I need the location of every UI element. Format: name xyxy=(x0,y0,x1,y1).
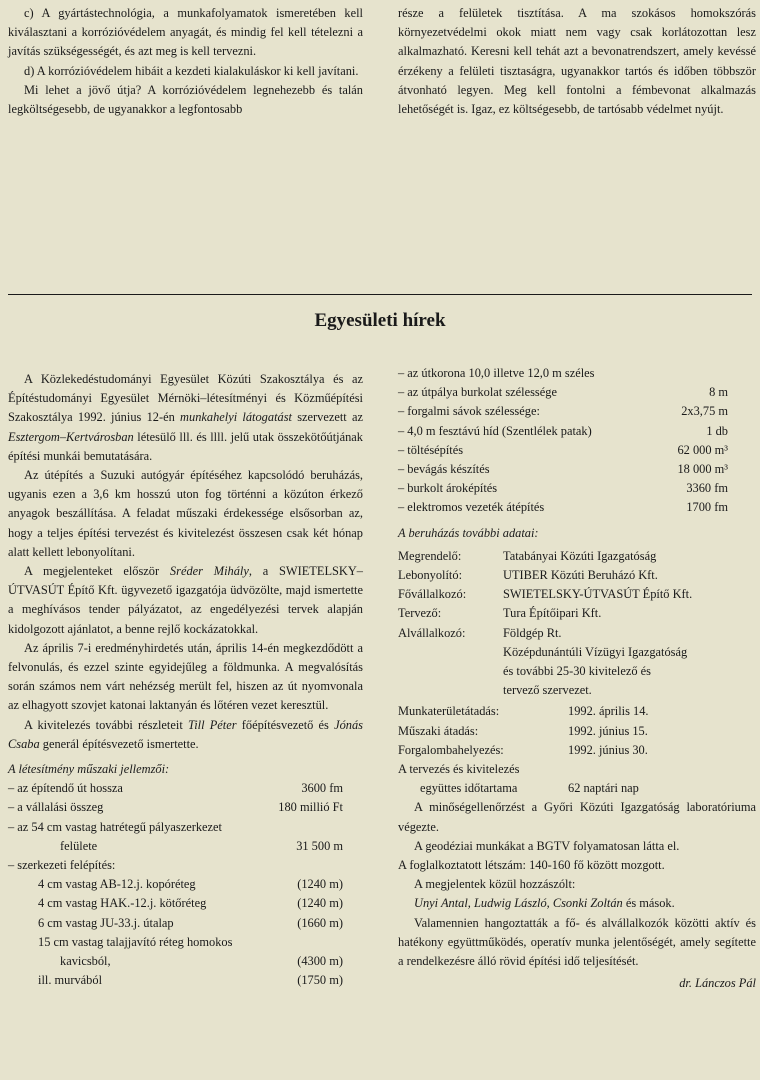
text-run: szervezett az xyxy=(291,410,363,425)
info-row xyxy=(398,624,756,643)
paragraph xyxy=(8,562,363,639)
spec-label: 6 cm vastag JU-33.j. útalap xyxy=(38,915,174,930)
spec-label: ill. murvából xyxy=(38,973,103,988)
spec-label: – az építendő út hossza xyxy=(8,781,123,796)
top-left-column xyxy=(8,4,363,119)
spec-row xyxy=(8,933,363,952)
spec-value: (1240 m) xyxy=(297,877,343,892)
spec-row xyxy=(8,818,363,837)
spec-row xyxy=(8,837,363,856)
spec-value: 3600 fm xyxy=(301,781,343,796)
article-right-column xyxy=(398,364,756,994)
spec-label: – 4,0 m fesztávú híd (Szentlélek patak) xyxy=(398,423,592,438)
paragraph: Mi lehet a jövő útja? A korrózióvédelem legnehezebb és talán legköltségesebb, de ugyanakkor a legfontosabb xyxy=(8,82,363,117)
spec-label: – a vállalási összeg xyxy=(8,800,104,815)
info-label xyxy=(398,643,503,662)
spec-row xyxy=(8,914,363,933)
spec-value: 62 000 m³ xyxy=(677,442,728,457)
text-run: A megjelenteket először xyxy=(24,564,170,579)
paragraph: A geodéziai munkákat a BGTV folyamatosan látta el. xyxy=(414,838,680,853)
spec-value: 8 m xyxy=(709,385,728,400)
spec-row xyxy=(398,479,756,498)
spec-row xyxy=(8,971,363,990)
info-value: UTIBER Közúti Beruházó Kft. xyxy=(503,568,658,583)
spec-row xyxy=(398,441,756,460)
info-value: 1992. június 15. xyxy=(568,723,648,738)
spec-row xyxy=(8,856,363,875)
info-row xyxy=(398,662,756,681)
info-label: Munkaterületátadás: xyxy=(398,704,500,719)
spec-label: 4 cm vastag AB-12.j. kopóréteg xyxy=(38,877,196,892)
spec-row xyxy=(398,460,756,479)
spec-value xyxy=(343,933,363,952)
spec-label: 4 cm vastag HAK.-12.j. kötőréteg xyxy=(38,896,207,911)
spec-value: 180 millió Ft xyxy=(278,800,343,815)
emphasis: Till Péter xyxy=(187,717,237,732)
spec-label: – szerkezeti felépítés: xyxy=(8,858,116,873)
info-value: és további 25-30 kivitelező és xyxy=(503,664,651,679)
info-label: Megrendelő: xyxy=(398,548,462,563)
spec-value: (1240 m) xyxy=(297,896,343,911)
spec-label: 15 cm vastag talajjavító réteg homokos xyxy=(38,934,233,949)
spec-row xyxy=(8,894,363,913)
spec-row xyxy=(8,798,363,817)
paragraph xyxy=(398,894,756,913)
spec-label: – az útkorona 10,0 illetve 12,0 m széles xyxy=(398,366,595,380)
paragraph: A minőségellenőrzést a Győri Közúti Igazgatóság laboratóriuma végezte. xyxy=(398,800,756,834)
paragraph: Az útépítés a Suzuki autógyár építéséhez kapcsolódó beruházás, ugyanis ezen a 3,6 km hosszú uton fog történni a közúton érkező anyagok beszállítása. A feladat műszaki érdekessége elsősorban az, hogy a teljes építési tervezést és kivitelezést összesen csak két hónap alatt kellett lebonyolítani. xyxy=(8,468,363,559)
spec-row xyxy=(398,364,756,383)
duration-label: együttes időtartama xyxy=(420,781,518,796)
info-value: Középdunántúli Vízügyi Igazgatóság xyxy=(503,644,688,659)
text-run: generál építésvezető ismertette. xyxy=(39,736,199,751)
spec-row xyxy=(398,498,756,517)
text-run: A Közlekedéstudományi Egyesület Közúti Szakosztálya és az Építéstudományi Egyesület Mérnöki–létesítményi és Közműépítési Szakosztálya 1992. június 12-én xyxy=(8,372,363,425)
spec-label: – forgalmi sávok szélessége: xyxy=(398,404,540,419)
spec-label: kavicsból, xyxy=(60,954,111,969)
emphasis: Sréder Mihály xyxy=(169,564,249,579)
info-row xyxy=(398,702,756,721)
speakers-names: Unyi Antal, Ludwig László, Csonki Zoltán xyxy=(414,896,623,911)
spec-value xyxy=(343,856,363,875)
info-row xyxy=(398,681,756,700)
info-value: tervező szervezet. xyxy=(503,683,592,698)
section-heading: Egyesületi hírek xyxy=(314,310,446,331)
paragraph: A megjelentek közül hozzászólt: xyxy=(414,877,576,892)
info-label: Műszaki átadás: xyxy=(398,723,479,738)
duration-row xyxy=(398,779,756,798)
top-right-column xyxy=(398,4,756,119)
spec-value: 3360 fm xyxy=(686,481,728,496)
spec-row xyxy=(8,952,363,971)
info-label: Forgalombahelyezés: xyxy=(398,742,504,757)
emphasis: Esztergom–Kertvárosban xyxy=(8,429,134,444)
paragraph xyxy=(8,370,363,466)
paragraph: része a felületek tisztítása. A ma szokásos homokszórás környezetvédelmi okok miatt nem vagy csak korlátozottan lesz alkalmazható. Keresni kell tehát azt a bevonatrendszert, amely kevéssé érzékeny a felületi tisztaságra, ugyanakkor tartós és időben többször átvonható legyen. Meg kell fontolni a fémbevonat alkalmazás lehetőségét is. Igaz, ez költségesebb, de tartósabb védelmet nyújt. xyxy=(398,6,756,117)
parties-list xyxy=(398,547,756,701)
spec-value xyxy=(728,364,756,383)
paragraph: Az április 7-i eredményhirdetés után, április 14-én megkezdődött a felvonulás, és ezzel szinte egyidejűleg a földmunka. A megvalósítás során számos nem várt nehézség merült fel, hiszen az út nyomvonala az elhagyott szovjet katonai laktanyán és lőtéren vezet keresztül. xyxy=(8,640,363,713)
spec-value: (1660 m) xyxy=(297,915,343,930)
info-value: Tatabányai Közúti Igazgatóság xyxy=(503,548,657,563)
spec-value xyxy=(343,818,363,837)
spec-value: (1750 m) xyxy=(297,973,343,988)
spec-row xyxy=(8,779,363,798)
specs-list xyxy=(8,779,363,990)
text-run: főépítésvezető és xyxy=(236,717,335,732)
paragraph: c) A gyártástechnológia, a munkafolyamatok ismeretében kell kiválasztani a korrózióvédelem anyagát, és mindig fel kell tételezni a javítás szükségességét, és azt meg is kell tervezni. xyxy=(8,6,363,59)
emphasis: Jónás Csaba xyxy=(8,717,363,751)
section-divider xyxy=(8,294,752,295)
text-run: A kivitelezés további részleteit xyxy=(24,717,188,732)
info-row xyxy=(398,585,756,604)
spec-label: – az 54 cm vastag hatrétegű pályaszerkezet xyxy=(8,819,222,834)
paragraph: Valamennien hangoztatták a fő- és alvállalkozók közötti aktív és hatékony együttműködés, operatív munka jelentőségét, amely segítette a rendelkezésre álló rövid építési idő teljesítését. xyxy=(398,915,756,969)
info-label: Fővállalkozó: xyxy=(398,587,467,602)
spec-value: 31 500 m xyxy=(296,838,343,853)
paragraph: d) A korrózióvédelem hibáit a kezdeti kialakuláskor ki kell javítani. xyxy=(24,63,359,78)
text-run: és mások. xyxy=(622,896,675,911)
spec-value: (4300 m) xyxy=(297,954,343,969)
info-row xyxy=(398,643,756,662)
spec-value: 2x3,75 m xyxy=(681,404,728,419)
text-run: , a SWIETELSKY–ÚTVASÚT Építő Kft. ügyvezető igazgatója üdvözölte, majd ismertette a meghívásos tender pályázatot, az engedélyezési tervek alapján kidolgozott ajánlatot, a benne rejlő kockázatokkal. xyxy=(8,564,363,636)
spec-row xyxy=(398,422,756,441)
spec-row xyxy=(398,402,756,421)
spec-row xyxy=(398,383,756,402)
info-row xyxy=(398,566,756,585)
author-signature: dr. Lánczos Pál xyxy=(679,976,756,991)
spec-label: – elektromos vezeték átépítés xyxy=(398,500,545,515)
duration-line: A tervezés és kivitelezés xyxy=(398,762,520,777)
info-label xyxy=(398,681,503,700)
info-value: Földgép Rt. xyxy=(503,625,562,640)
spec-label: felülete xyxy=(60,838,98,853)
spec-label: – burkolt ároképítés xyxy=(398,481,498,496)
spec-label: – bevágás készítés xyxy=(398,462,490,477)
spec-label: – töltésépítés xyxy=(398,442,464,457)
info-value: SWIETELSKY-ÚTVASÚT Építő Kft. xyxy=(503,587,693,602)
emphasis: munkahelyi látogatást xyxy=(180,410,292,425)
specs-subheading: A létesítmény műszaki jellemzői: xyxy=(8,762,170,777)
investment-subheading: A beruházás további adatai: xyxy=(398,525,539,540)
info-row xyxy=(398,604,756,623)
article-left-column xyxy=(8,370,363,991)
info-row xyxy=(398,722,756,741)
dates-list xyxy=(398,702,756,760)
specs-list xyxy=(398,364,756,518)
info-label xyxy=(398,662,503,681)
info-row xyxy=(398,741,756,760)
paragraph xyxy=(8,716,363,754)
duration-value: 62 naptári nap xyxy=(568,781,639,796)
spec-value: 18 000 m³ xyxy=(677,462,728,477)
info-value: 1992. április 14. xyxy=(568,704,649,719)
spec-row xyxy=(8,875,363,894)
info-label: Lebonyolító: xyxy=(398,568,463,583)
spec-value: 1 db xyxy=(706,423,728,438)
info-value: Tura Építőipari Kft. xyxy=(503,606,602,621)
info-value: 1992. június 30. xyxy=(568,742,648,757)
spec-label: – az útpálya burkolat szélessége xyxy=(398,385,557,400)
info-label: Alvállalkozó: xyxy=(398,625,466,640)
info-row xyxy=(398,547,756,566)
spec-value: 1700 fm xyxy=(686,500,728,515)
paragraph: A foglalkoztatott létszám: 140-160 fő között mozgott. xyxy=(398,858,665,873)
info-label: Tervező: xyxy=(398,606,442,621)
text-run: létesülő lll. és llll. jelű utak összekötőútjának építési munkái bemutatására. xyxy=(8,429,363,463)
